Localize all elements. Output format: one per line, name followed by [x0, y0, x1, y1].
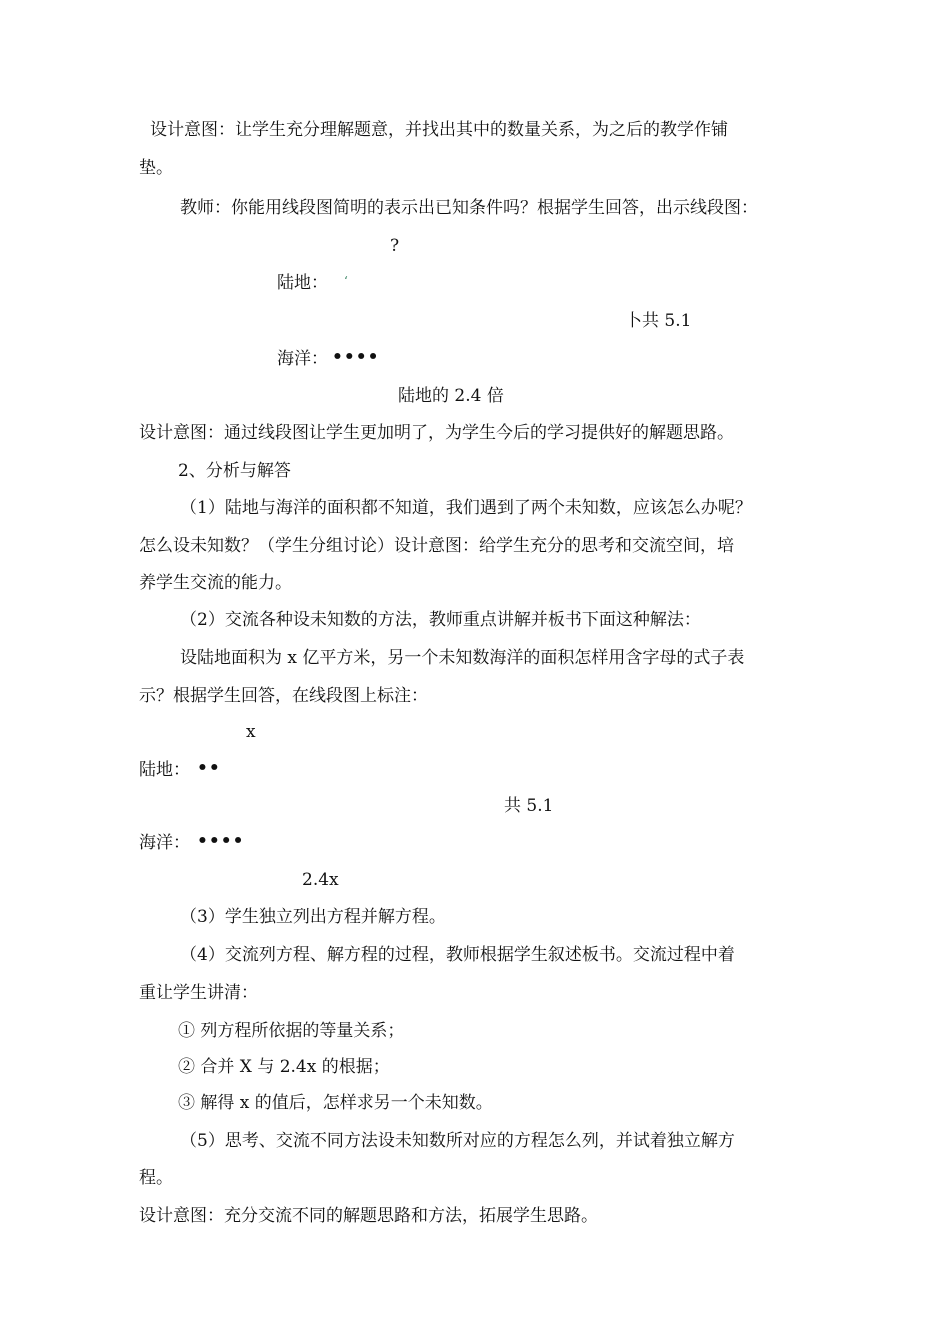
diagram2-land-label: 陆地： [139, 760, 190, 780]
step2-line-2: 设陆地面积为 x 亿平方米，另一个未知数海洋的面积怎样用含字母的式子表 [180, 648, 745, 668]
diagram2-total-label: 共 5.1 [504, 796, 554, 816]
diagram1-ocean-dots: •••• [332, 347, 380, 367]
diagram1-land-label: 陆地： [277, 273, 328, 293]
diagram1-total-label: 卜共 5.1 [625, 311, 692, 331]
step4-line-2: 重让学生讲清： [139, 983, 258, 1003]
diagram1-land-tick: ‘ [344, 274, 348, 288]
design-intent-line-3: 设计意图：通过线段图让学生更加明了，为学生今后的学习提供好的解题思路。 [139, 423, 734, 443]
diagram2-x-label: x [246, 722, 256, 742]
step3-line: （3）学生独立列出方程并解方程。 [180, 907, 446, 927]
list-item-2: ② 合并 X 与 2.4x 的根据； [178, 1057, 390, 1077]
step2-line-1: （2）交流各种设未知数的方法，教师重点讲解并板书下面这种解法： [180, 610, 701, 630]
step2-line-3: 示？根据学生回答，在线段图上标注： [139, 686, 428, 706]
design-intent-line-2: 垫。 [139, 158, 173, 178]
diagram1-multiple-label: 陆地的 2.4 倍 [398, 386, 504, 406]
diagram1-unknown-mark: ? [390, 236, 400, 256]
step5-line-1: （5）思考、交流不同方法设未知数所对应的方程怎么列，并试着独立解方 [180, 1131, 735, 1151]
list-item-3: ③ 解得 x 的值后，怎样求另一个未知数。 [178, 1093, 493, 1113]
diagram1-ocean-label: 海洋： [277, 349, 328, 369]
diagram2-multiple-label: 2.4x [302, 870, 339, 890]
section-heading: 2、分析与解答 [178, 461, 291, 481]
step1-line-2: 怎么设未知数？（学生分组讨论）设计意图：给学生充分的思考和交流空间，培 [139, 536, 734, 556]
step5-line-2: 程。 [139, 1168, 173, 1188]
list-item-1: ① 列方程所依据的等量关系； [178, 1021, 405, 1041]
diagram2-ocean-dots: •••• [197, 831, 245, 851]
design-intent-line-4: 设计意图：充分交流不同的解题思路和方法，拓展学生思路。 [139, 1206, 598, 1226]
step1-line-1: （1）陆地与海洋的面积都不知道，我们遇到了两个未知数，应该怎么办呢？ [180, 498, 752, 518]
diagram2-ocean-label: 海洋： [139, 833, 190, 853]
design-intent-line-1: 设计意图：让学生充分理解题意，并找出其中的数量关系，为之后的教学作铺 [150, 120, 728, 140]
step4-line-1: （4）交流列方程、解方程的过程，教师根据学生叙述板书。交流过程中着 [180, 945, 735, 965]
step1-line-3: 养学生交流的能力。 [139, 573, 292, 593]
teacher-question-line: 教师：你能用线段图简明的表示出已知条件吗？根据学生回答，出示线段图： [180, 198, 758, 218]
diagram2-land-dots: •• [197, 758, 221, 778]
